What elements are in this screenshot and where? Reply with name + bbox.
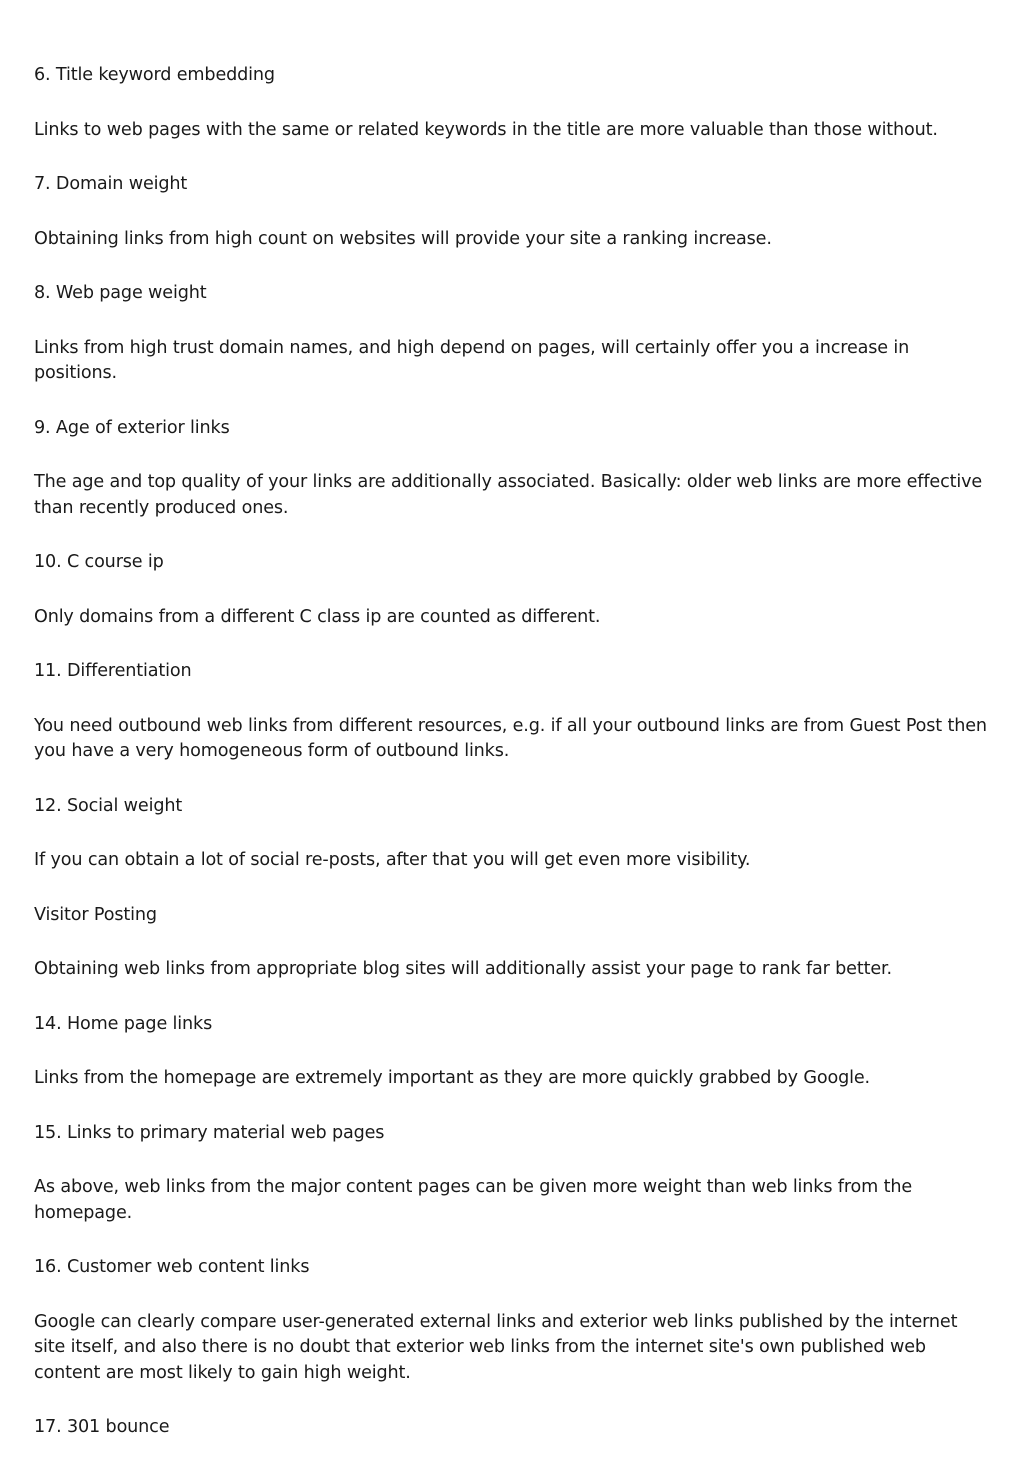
heading-primary-material-pages: 15. Links to primary material web pages — [34, 1122, 385, 1143]
heading-domain-weight: 7. Domain weight — [34, 174, 188, 194]
paragraph-home-page-links: Links from the homepage are extremely important as they are more quickly grabbed by Google. — [34, 1068, 870, 1088]
heading-title-keyword-embedding: 6. Title keyword embedding — [34, 65, 275, 85]
heading-visitor-posting: Visitor Posting — [34, 904, 157, 925]
heading-301-bounce: 17. 301 bounce — [34, 1417, 170, 1437]
paragraph-title-keyword-embedding: Links to web pages with the same or related keywords in the title are more valuable than those without. — [34, 119, 938, 140]
heading-social-weight: 12. Social weight — [34, 795, 183, 816]
paragraph-c-course-ip: Only domains from a different C class ip are counted as different. — [34, 606, 601, 627]
paragraph-differentiation: You need outbound web links from different resources, e.g. if all your outbound links are from Guest Post then you have a very homogeneous form of outbound links. — [34, 715, 987, 761]
paragraph-social-weight: If you can obtain a lot of social re-posts, after that you will get even more visibility. — [34, 850, 751, 870]
heading-web-page-weight: 8. Web page weight — [34, 283, 207, 303]
heading-home-page-links: 14. Home page links — [34, 1013, 213, 1034]
paragraph-web-page-weight: Links from high trust domain names, and high depend on pages, will certainly offer you a increase in positions. — [34, 337, 910, 383]
heading-c-course-ip: 10. C course ip — [34, 552, 164, 572]
heading-differentiation: 11. Differentiation — [34, 661, 192, 681]
paragraph-primary-material-pages: As above, web links from the major content pages can be given more weight than web links from the homepage. — [34, 1177, 913, 1223]
paragraph-customer-web-content-links: Google can clearly compare user-generated external links and exterior web links published by the internet site itself, and also there is no doubt that exterior web links from the internet site's own published web content are most likely to gain high weight. — [34, 1311, 958, 1383]
paragraph-age-of-exterior-links: The age and top quality of your links are additionally associated. Basically: older web links are more effective than recently produced ones. — [34, 472, 983, 518]
document-page — [34, 63, 989, 1470]
heading-age-of-exterior-links: 9. Age of exterior links — [34, 417, 230, 438]
heading-customer-web-content-links: 16. Customer web content links — [34, 1257, 310, 1277]
paragraph-domain-weight: Obtaining links from high count on websites will provide your site a ranking increase. — [34, 228, 772, 249]
paragraph-visitor-posting: Obtaining web links from appropriate blog sites will additionally assist your page to rank far better. — [34, 959, 892, 979]
